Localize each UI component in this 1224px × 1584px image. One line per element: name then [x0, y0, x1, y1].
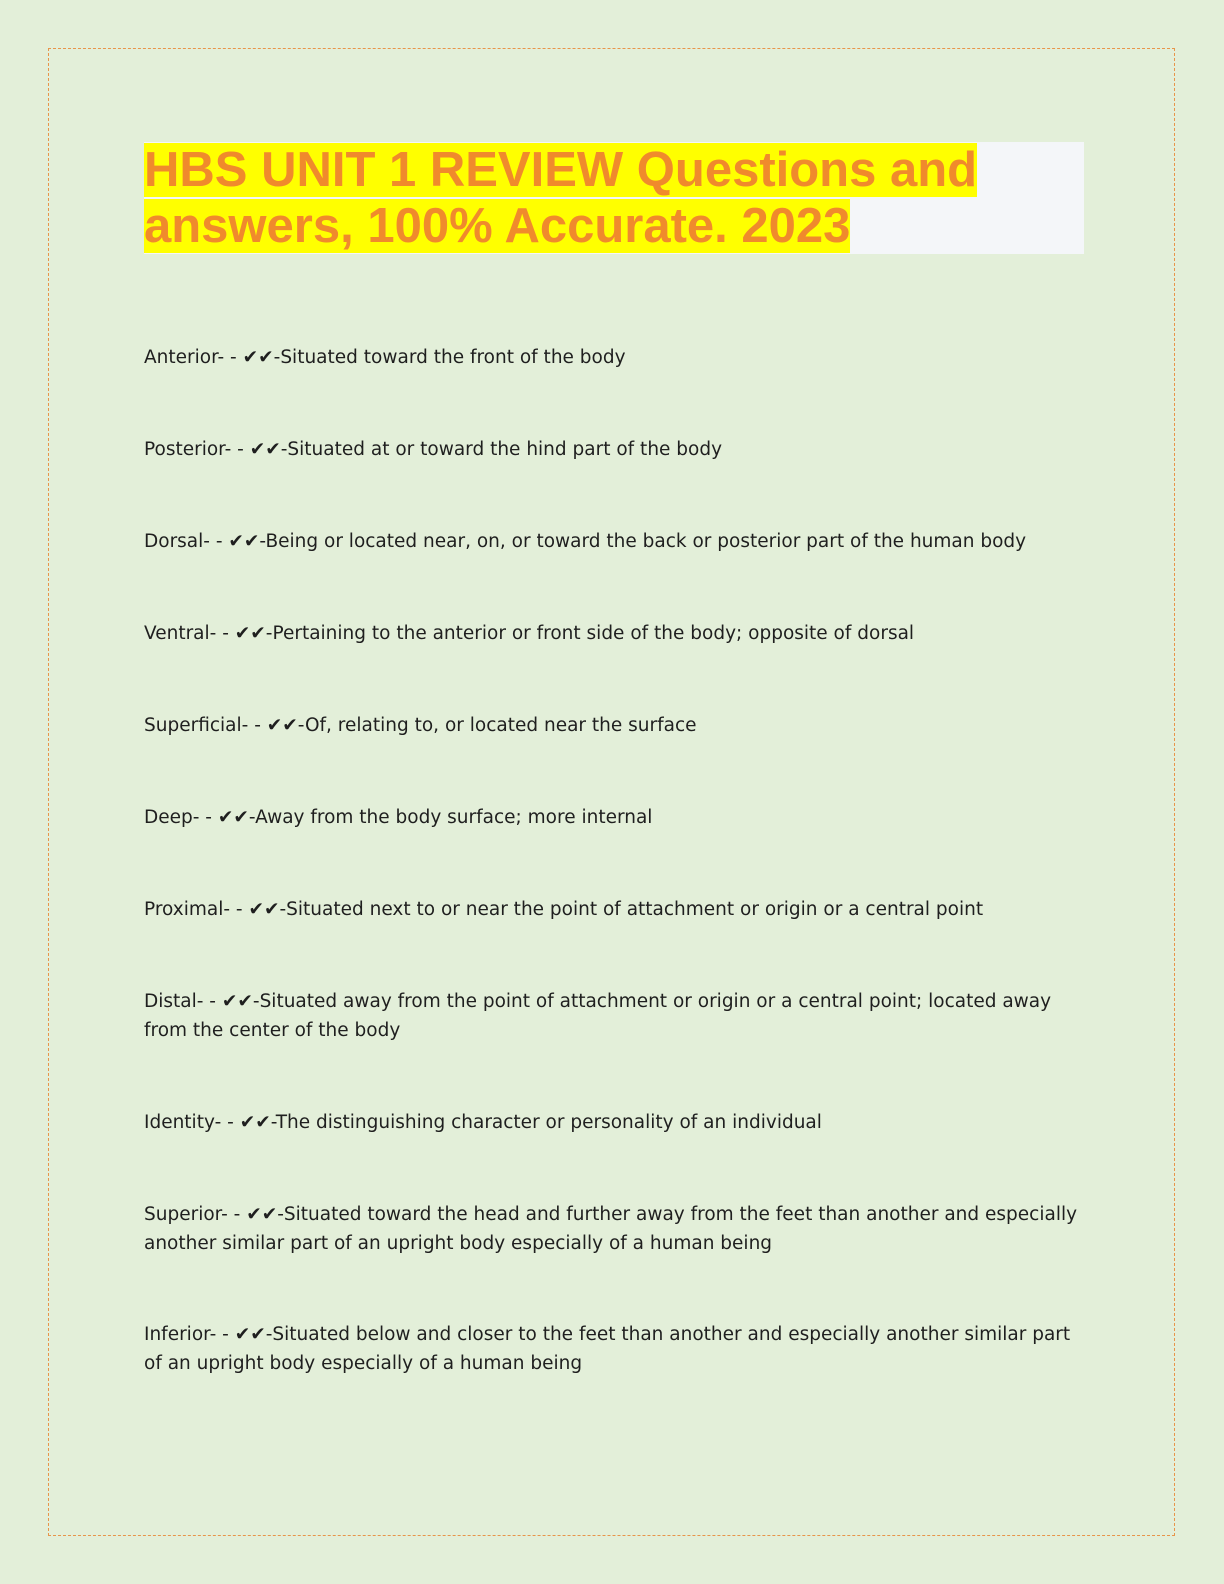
entry-definition: -Situated next to or near the point of attachment or origin or a central point: [279, 899, 984, 920]
entry-anterior: [144, 343, 1084, 372]
check-mark-icon: ✔✔: [266, 715, 298, 736]
entry-inferior: [144, 1320, 1084, 1378]
check-mark-icon: ✔✔: [234, 1324, 266, 1345]
entry-term: Dorsal- -: [144, 531, 229, 552]
check-mark-icon: ✔✔: [248, 899, 280, 920]
entry-definition: -Pertaining to the anterior or front side of the body; opposite of dorsal: [265, 623, 915, 644]
document-title-text: HBS UNIT 1 REVIEW Questions and answers, 100% Accurate. 2023: [144, 143, 978, 253]
entry-term: Posterior- -: [144, 439, 250, 460]
entry-definition: -Away from the body surface; more internal: [248, 807, 653, 828]
check-mark-icon: ✔✔: [242, 347, 274, 368]
entry-definition: -Situated at or toward the hind part of the body: [280, 439, 723, 460]
entry-definition: -The distinguishing character or personality of an individual: [270, 1112, 822, 1133]
entry-term: Ventral- -: [144, 623, 235, 644]
entry-definition: -Situated away from the point of attachment or origin or a central point; located away from the center of the body: [144, 991, 1052, 1041]
check-mark-icon: ✔✔: [249, 439, 281, 460]
entry-superficial: [144, 711, 1084, 740]
entry-dorsal: [144, 527, 1084, 556]
entry-term: Identity- -: [144, 1112, 240, 1133]
entry-definition: -Situated toward the head and further away from the feet than another and especially another similar part of an upright body especially of a human being: [144, 1204, 1078, 1254]
entry-term: Inferior- -: [144, 1324, 235, 1345]
entry-definition: -Situated toward the front of the body: [273, 347, 626, 368]
entry-distal: [144, 987, 1084, 1045]
check-mark-icon: ✔✔: [234, 623, 266, 644]
entry-term: Distal- -: [144, 991, 222, 1012]
entry-term: Superior- -: [144, 1204, 247, 1225]
check-mark-icon: ✔✔: [221, 991, 253, 1012]
entry-identity: [144, 1108, 1084, 1137]
entry-proximal: [144, 895, 1084, 924]
entry-term: Anterior- -: [144, 347, 243, 368]
entry-superior: [144, 1200, 1084, 1258]
entry-term: Proximal- -: [144, 899, 249, 920]
check-mark-icon: ✔✔: [239, 1112, 271, 1133]
entry-definition: -Being or located near, on, or toward the back or posterior part of the human body: [259, 531, 1027, 552]
document-title: [144, 142, 1024, 254]
entry-definition: -Of, relating to, or located near the surface: [297, 715, 697, 736]
entry-deep: [144, 803, 1084, 832]
check-mark-icon: ✔✔: [246, 1204, 278, 1225]
check-mark-icon: ✔✔: [228, 531, 260, 552]
entry-posterior: [144, 435, 1084, 464]
entry-ventral: [144, 619, 1084, 648]
entry-term: Superficial- -: [144, 715, 267, 736]
title-block: [144, 142, 1084, 254]
entry-term: Deep- -: [144, 807, 218, 828]
check-mark-icon: ✔✔: [217, 807, 249, 828]
page-border: [48, 48, 1175, 1536]
entry-definition: -Situated below and closer to the feet than another and especially another similar part of an upright body especially of a human being: [144, 1324, 1071, 1374]
